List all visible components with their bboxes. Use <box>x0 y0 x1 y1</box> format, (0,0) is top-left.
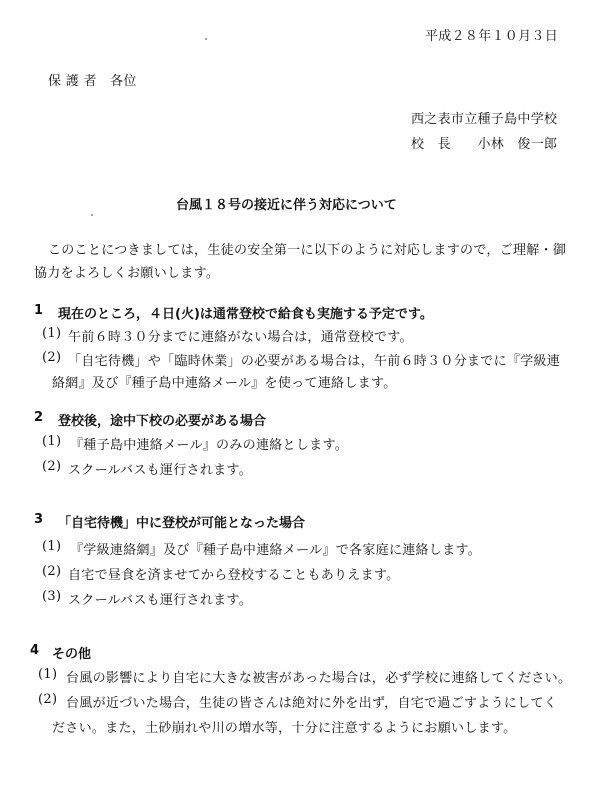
item-label: (1) <box>38 667 58 682</box>
item-text: 自宅で昼食を済ませてから登校することもありえます。 <box>68 568 400 583</box>
item-label: (3) <box>42 589 62 604</box>
item-text: スクールバスも運行されます。 <box>68 463 252 478</box>
item-text: 台風の影響により自宅に大きな被害があった場合は，必ず学校に連絡してください。 <box>66 671 572 686</box>
item-label: (1) <box>42 434 62 449</box>
item-text: ださい。また，土砂崩れや川の増水等，十分に注意するようにお願いします。 <box>52 721 517 736</box>
item-text: 台風が近づいた場合，生徒の皆さんは絶対に外を出ず，自宅で過ごすようにしてく <box>66 696 558 711</box>
section-heading: 「自宅待機」中に登校が可能となった場合 <box>58 516 306 531</box>
item-label: (2) <box>38 692 58 707</box>
intro-line-2: 協力をよろしくお願いします。 <box>34 266 220 281</box>
section-number: 4 <box>30 643 40 658</box>
intro-line-1: このことにつきましては，生徒の安全第一に以下のように対応しますので，ご理解・御 <box>48 243 567 258</box>
scan-speck <box>205 38 207 40</box>
section-number: 1 <box>34 303 44 318</box>
item-text: スクールバスも運行されます。 <box>68 593 252 608</box>
section-number: 2 <box>34 410 44 425</box>
item-text: 『学級連絡網』及び『種子島中連絡メール』で各家庭に連絡します。 <box>70 543 482 558</box>
principal-name: 校 長 小林 俊一郎 <box>411 137 558 152</box>
section-heading: その他 <box>52 647 92 662</box>
section-heading: 現在のところ，４日(火)は通常登校で給食も実施する予定です。 <box>58 307 433 322</box>
item-label: (2) <box>42 459 62 474</box>
item-text: 「自宅待機」や「臨時休業」の必要がある場合は，午前６時３０分までに『学級連 <box>68 354 561 369</box>
recipient: 保 護 者 各位 <box>48 74 137 89</box>
item-label: (1) <box>42 539 62 554</box>
item-label: (2) <box>42 350 62 365</box>
section-heading: 登校後，途中下校の必要がある場合 <box>58 414 267 429</box>
item-label: (1) <box>42 326 62 341</box>
item-text: 絡網』及び『種子島中連絡メール』を使って連絡します。 <box>52 376 397 391</box>
item-text: 『種子島中連絡メール』のみの連絡とします。 <box>70 438 349 453</box>
document-title: 台風１８号の接近に伴う対応について <box>176 198 397 213</box>
scan-speck <box>91 214 93 216</box>
section-number: 3 <box>34 512 44 527</box>
document-date: 平成２８年１０月３日 <box>425 29 559 44</box>
school-name: 西之表市立種子島中学校 <box>411 112 558 127</box>
item-label: (2) <box>42 564 62 579</box>
item-text: 午前６時３０分までに連絡がない場合は，通常登校です。 <box>68 330 413 345</box>
